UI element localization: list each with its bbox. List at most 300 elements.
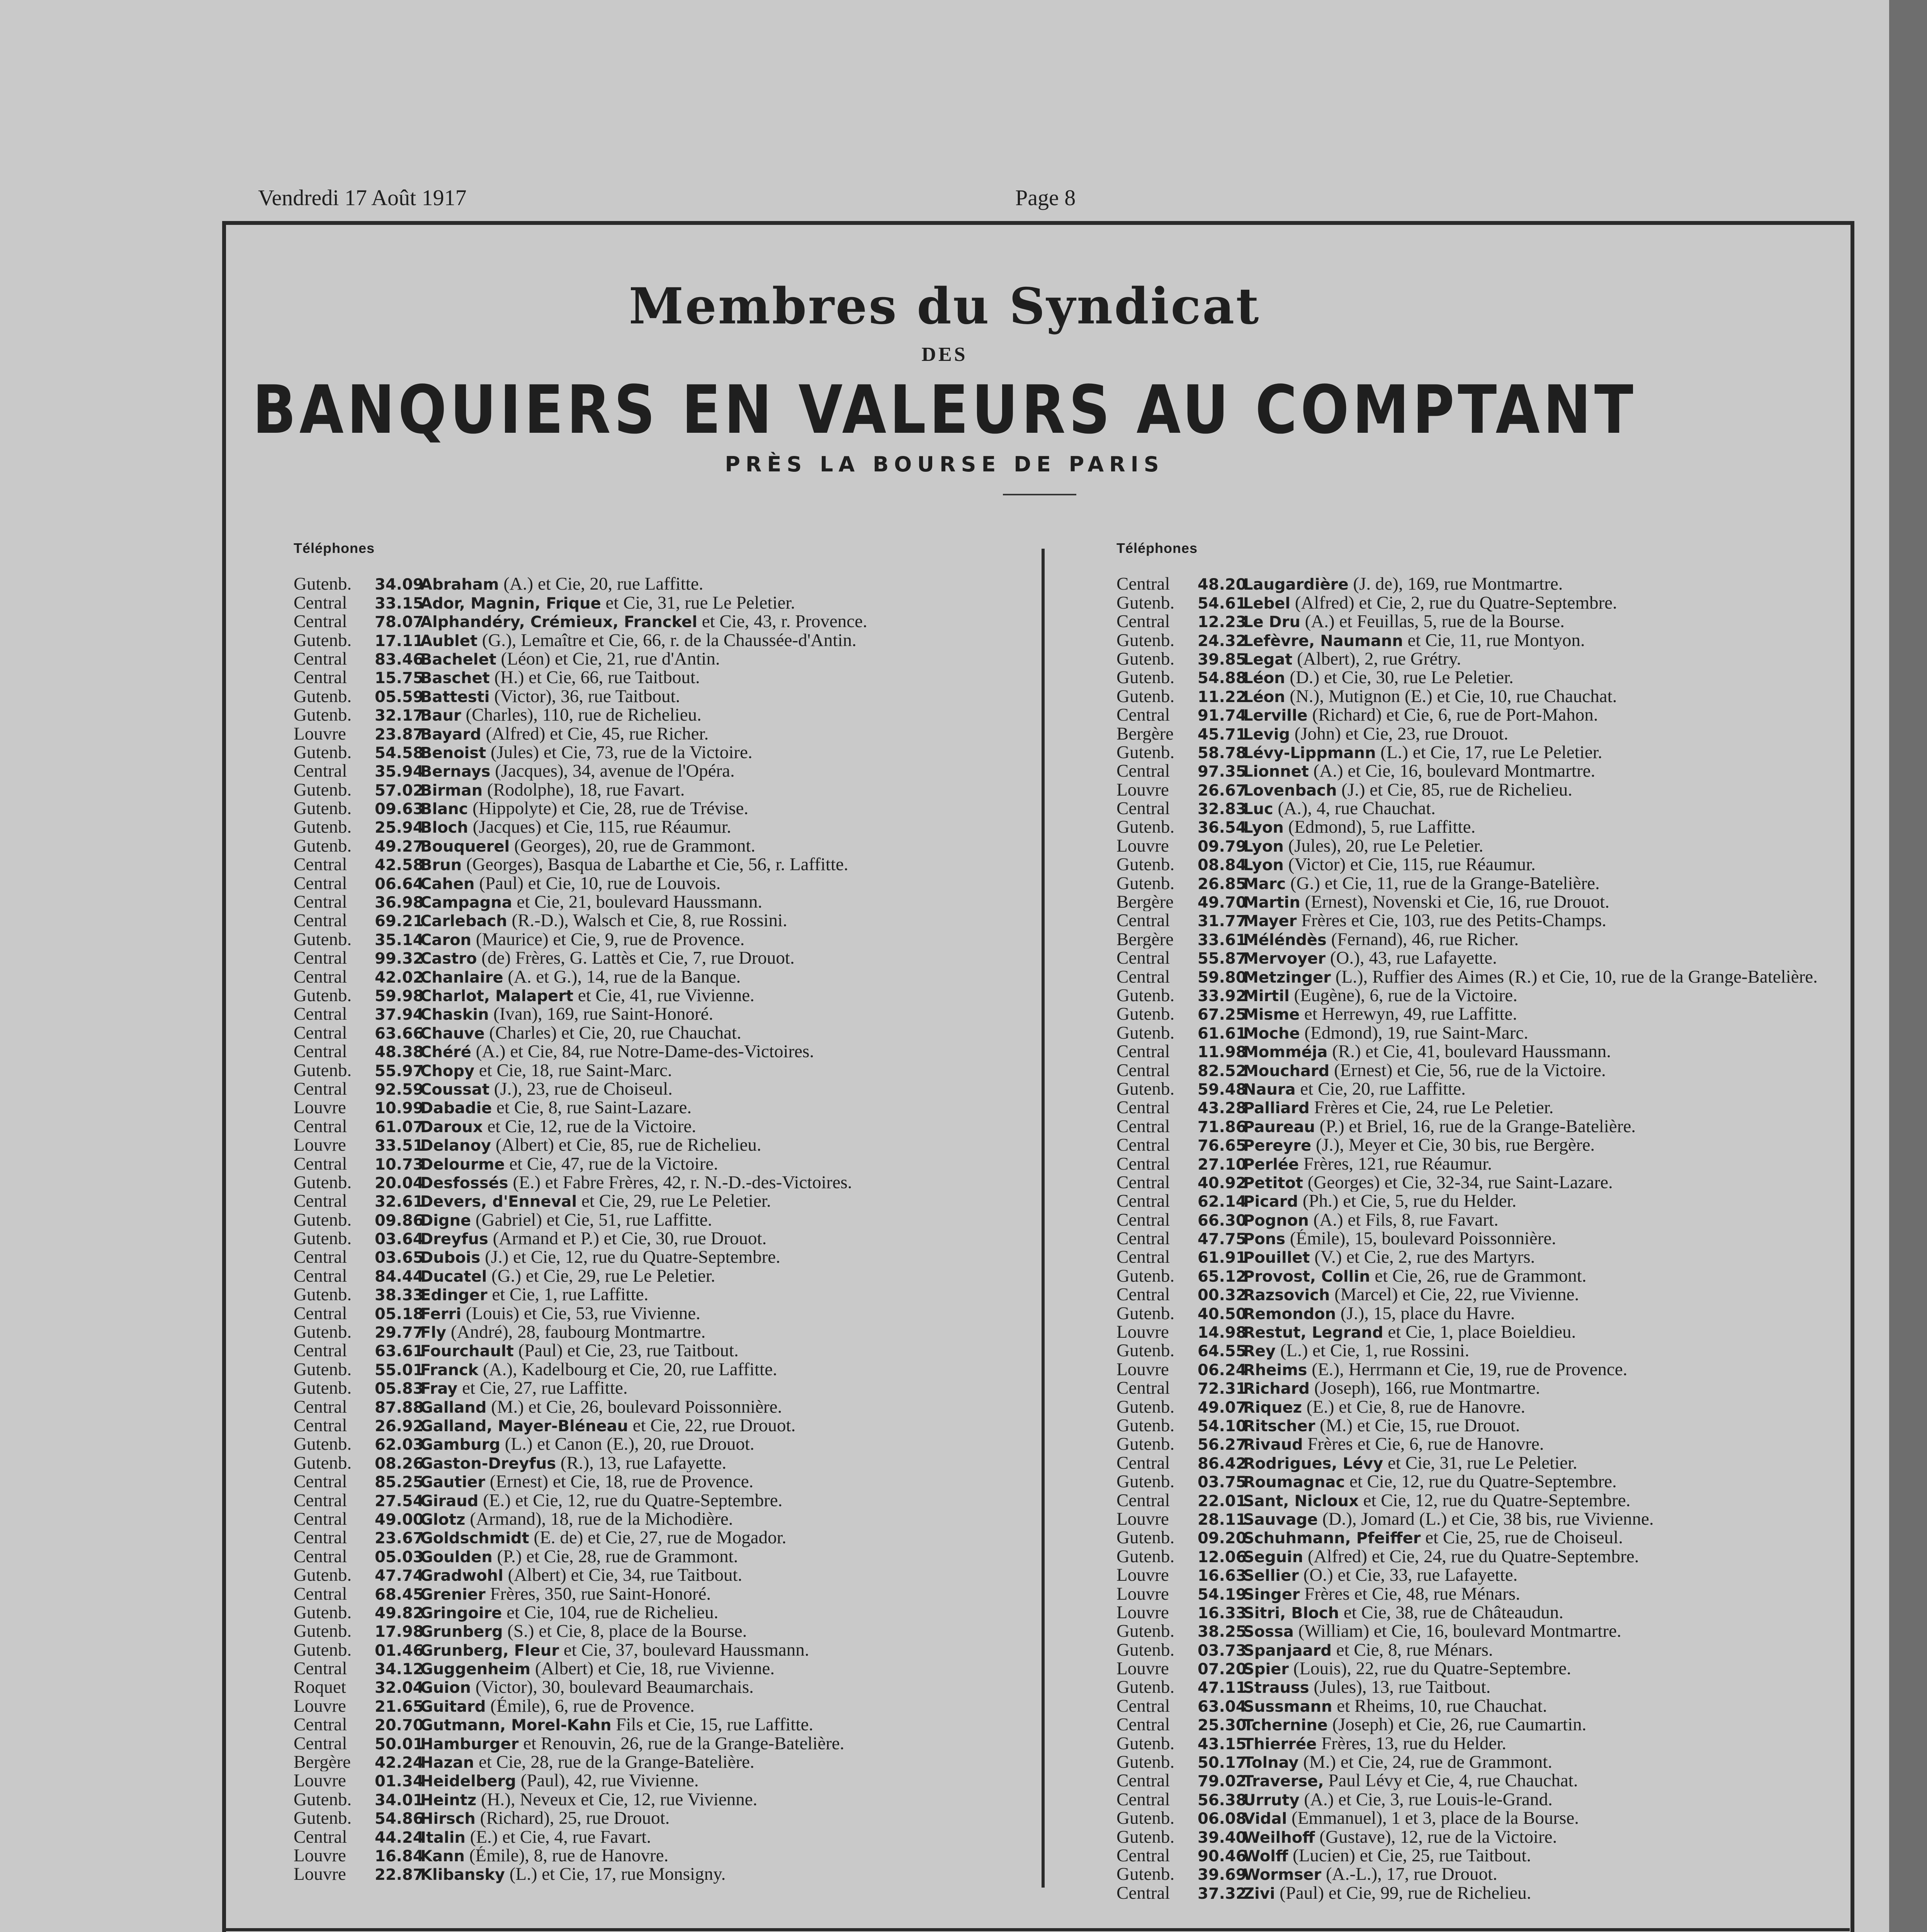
member-name: Wormser bbox=[1243, 1866, 1322, 1884]
member-address: (Edmond), 5, rue Laffitte. bbox=[1283, 818, 1476, 837]
member-phone-number: 08.84 bbox=[1198, 856, 1247, 874]
page-edge-strip bbox=[1889, 0, 1927, 1932]
member-exchange: Louvre bbox=[294, 1771, 346, 1790]
member-name: Cahen bbox=[420, 875, 475, 893]
member-row bbox=[1116, 874, 1818, 893]
member-address: (Émile), 8, rue de Hanovre. bbox=[464, 1846, 669, 1865]
member-address: (H.) et Cie, 66, rue Taitbout. bbox=[489, 668, 700, 687]
member-phone-number: 34.09 bbox=[375, 576, 424, 594]
member-name: Misme bbox=[1243, 1006, 1300, 1024]
member-row bbox=[1116, 1341, 1818, 1360]
member-address: et Cie, 27, rue Laffitte. bbox=[457, 1379, 628, 1398]
member-row bbox=[1116, 781, 1818, 799]
member-exchange: Central bbox=[1116, 1248, 1170, 1267]
member-exchange: Gutenb. bbox=[1116, 1266, 1175, 1286]
member-exchange: Gutenb. bbox=[294, 1323, 352, 1342]
member-row bbox=[294, 1435, 867, 1453]
member-name: Castro bbox=[420, 950, 477, 968]
member-phone-number: 54.88 bbox=[1198, 669, 1247, 687]
member-name: Mouchard bbox=[1243, 1062, 1330, 1080]
member-row bbox=[1116, 1566, 1818, 1584]
member-phone-number: 01.46 bbox=[375, 1641, 424, 1660]
member-address: (Edmond), 19, rue Saint-Marc. bbox=[1300, 1023, 1528, 1043]
member-row bbox=[1116, 1304, 1818, 1323]
member-phone-number: 72.31 bbox=[1198, 1380, 1247, 1398]
member-exchange: Central bbox=[294, 1042, 347, 1061]
member-address: (J.), 23, rue de Choiseul. bbox=[489, 1079, 673, 1099]
member-name: Carlebach bbox=[420, 912, 507, 930]
member-phone-number: 49.07 bbox=[1198, 1398, 1247, 1416]
member-name: Zivi bbox=[1243, 1884, 1275, 1903]
member-row bbox=[1116, 855, 1818, 874]
member-exchange: Louvre bbox=[294, 1846, 346, 1865]
member-address: et Cie, 29, rue Le Peletier. bbox=[577, 1192, 771, 1211]
member-phone-number: 32.61 bbox=[375, 1193, 424, 1211]
member-exchange: Central bbox=[294, 1154, 347, 1173]
member-phone-number: 43.28 bbox=[1198, 1099, 1247, 1117]
member-phone-number: 25.30 bbox=[1198, 1716, 1247, 1734]
member-exchange: Gutenb. bbox=[1116, 855, 1175, 874]
member-phone-number: 47.11 bbox=[1198, 1679, 1247, 1697]
member-name: Hamburger bbox=[420, 1735, 519, 1753]
member-name: Bachelet bbox=[420, 650, 496, 668]
member-name: Ador, Magnin, Frique bbox=[420, 594, 601, 612]
member-exchange: Bergère bbox=[1116, 893, 1174, 912]
member-phone-number: 57.02 bbox=[375, 781, 424, 799]
member-address: (J.) et Cie, 12, rue du Quatre-Septembre. bbox=[480, 1248, 780, 1267]
member-exchange: Central bbox=[1116, 1192, 1170, 1211]
member-row bbox=[1116, 968, 1818, 986]
member-address: (Émile), 15, boulevard Poissonnière. bbox=[1285, 1229, 1557, 1248]
member-row bbox=[294, 743, 867, 762]
member-name: Heidelberg bbox=[420, 1772, 516, 1790]
member-address: (A.) et Cie, 20, rue Laffitte. bbox=[499, 575, 704, 594]
member-row bbox=[294, 1248, 867, 1266]
member-exchange: Central bbox=[1116, 1883, 1170, 1903]
member-address: et Cie, 12, rue du Quatre-Septembre. bbox=[1345, 1472, 1617, 1491]
member-name: Mayer bbox=[1243, 912, 1297, 930]
member-phone-number: 28.11 bbox=[1198, 1510, 1247, 1529]
member-phone-number: 59.80 bbox=[1198, 968, 1247, 986]
member-address: (Léon) et Cie, 21, rue d'Antin. bbox=[496, 649, 720, 668]
member-address: et Herrewyn, 49, rue Laffitte. bbox=[1300, 1005, 1517, 1024]
member-row bbox=[294, 1715, 867, 1734]
member-name: Ferri bbox=[420, 1305, 461, 1323]
member-exchange: Louvre bbox=[1116, 1566, 1169, 1585]
member-name: Devers, d'Enneval bbox=[420, 1193, 577, 1211]
member-address: et Cie, 22, rue Drouot. bbox=[628, 1416, 796, 1435]
member-phone-number: 34.01 bbox=[375, 1791, 424, 1809]
member-name: Pouillet bbox=[1243, 1249, 1310, 1267]
member-address: (R.-D.), Walsch et Cie, 8, rue Rossini. bbox=[507, 911, 787, 930]
member-exchange: Gutenb. bbox=[294, 1285, 352, 1304]
member-address: (Alfred) et Cie, 24, rue du Quatre-Septembre. bbox=[1303, 1547, 1639, 1566]
member-name: Brun bbox=[420, 856, 462, 874]
member-exchange: Central bbox=[1116, 1098, 1170, 1117]
member-address: (Georges) et Cie, 32-34, rue Saint-Lazare. bbox=[1303, 1173, 1613, 1192]
member-address: et Cie, 41, rue Vivienne. bbox=[573, 986, 754, 1005]
member-name: Mervoyer bbox=[1243, 950, 1326, 968]
member-phone-number: 56.38 bbox=[1198, 1791, 1247, 1809]
member-phone-number: 12.06 bbox=[1198, 1548, 1247, 1566]
member-address: (E.) et Cie, 12, rue du Quatre-Septembre. bbox=[478, 1491, 783, 1510]
member-name: Benoist bbox=[420, 744, 486, 762]
member-row bbox=[294, 1734, 867, 1753]
member-row bbox=[294, 1547, 867, 1566]
member-address: (Ernest) et Cie, 18, rue de Provence. bbox=[485, 1472, 754, 1491]
member-name: Gamburg bbox=[420, 1436, 500, 1454]
member-address: (Alfred) et Cie, 45, rue Richer. bbox=[481, 724, 709, 743]
member-name: Marc bbox=[1243, 875, 1286, 893]
member-phone-number: 49.27 bbox=[375, 837, 424, 855]
member-address: (S.) et Cie, 8, place de la Bourse. bbox=[503, 1622, 747, 1641]
member-exchange: Central bbox=[294, 1528, 347, 1547]
member-row bbox=[294, 1771, 867, 1790]
member-phone-number: 09.86 bbox=[375, 1211, 424, 1230]
member-row bbox=[1116, 837, 1818, 855]
member-phone-number: 09.63 bbox=[375, 800, 424, 818]
member-phone-number: 26.85 bbox=[1198, 875, 1247, 893]
member-name: Lévy-Lippmann bbox=[1243, 744, 1376, 762]
member-address: (Paul), 42, rue Vivienne. bbox=[516, 1771, 699, 1790]
member-name: Le Dru bbox=[1243, 613, 1300, 631]
member-phone-number: 69.21 bbox=[375, 912, 424, 930]
member-address: (L.) et Cie, 17, rue Monsigny. bbox=[505, 1865, 726, 1884]
member-name: Lyon bbox=[1243, 837, 1284, 855]
member-exchange: Central bbox=[1116, 1136, 1170, 1155]
member-exchange: Gutenb. bbox=[294, 687, 352, 706]
member-name: Lyon bbox=[1243, 819, 1284, 837]
divider bbox=[225, 1928, 1850, 1931]
member-name: Tchernine bbox=[1243, 1716, 1328, 1734]
member-phone-number: 90.46 bbox=[1198, 1847, 1247, 1865]
member-phone-number: 62.14 bbox=[1198, 1193, 1247, 1211]
member-address: (G.) et Cie, 29, rue Le Peletier. bbox=[487, 1266, 715, 1286]
member-phone-number: 42.24 bbox=[375, 1754, 424, 1772]
member-exchange: Central bbox=[1116, 1154, 1170, 1173]
member-phone-number: 05.18 bbox=[375, 1305, 424, 1323]
member-exchange: Gutenb. bbox=[1116, 1304, 1175, 1323]
member-phone-number: 55.97 bbox=[375, 1062, 424, 1080]
member-row bbox=[1116, 1771, 1818, 1790]
member-row bbox=[294, 1061, 867, 1080]
member-address: (Fernand), 46, rue Richer. bbox=[1326, 930, 1519, 949]
member-exchange: Gutenb. bbox=[1116, 1753, 1175, 1772]
member-phone-number: 29.77 bbox=[375, 1324, 424, 1342]
member-address: et Cie, 43, r. Provence. bbox=[697, 612, 867, 631]
member-address: (A.), Kadelbourg et Cie, 20, rue Laffitte. bbox=[478, 1360, 777, 1379]
member-name: Naura bbox=[1243, 1080, 1296, 1099]
member-name: Pognon bbox=[1243, 1211, 1309, 1230]
member-exchange: Gutenb. bbox=[294, 1229, 352, 1248]
member-row bbox=[1116, 1379, 1818, 1397]
member-name: Guitard bbox=[420, 1697, 486, 1716]
member-exchange: Gutenb. bbox=[294, 1435, 352, 1454]
member-row bbox=[1116, 1042, 1818, 1061]
member-exchange: Central bbox=[294, 1304, 347, 1323]
member-exchange: Gutenb. bbox=[1116, 1341, 1175, 1360]
member-row bbox=[294, 1566, 867, 1584]
member-phone-number: 16.63 bbox=[1198, 1567, 1247, 1585]
member-phone-number: 55.01 bbox=[375, 1361, 424, 1379]
member-exchange: Gutenb. bbox=[294, 1453, 352, 1473]
member-exchange: Gutenb. bbox=[294, 706, 352, 724]
member-exchange: Central bbox=[294, 1023, 347, 1043]
member-address: (G.), Lemaître et Cie, 66, r. de la Chaussée-d'Antin. bbox=[478, 631, 856, 650]
member-phone-number: 86.42 bbox=[1198, 1454, 1247, 1473]
member-phone-number: 32.17 bbox=[375, 707, 424, 724]
member-row bbox=[1116, 762, 1818, 780]
member-phone-number: 23.87 bbox=[375, 725, 424, 743]
member-exchange: Gutenb. bbox=[294, 1173, 352, 1192]
member-exchange: Gutenb. bbox=[294, 836, 352, 855]
member-name: Alphandéry, Crémieux, Franckel bbox=[420, 613, 697, 631]
member-phone-number: 37.32 bbox=[1198, 1884, 1247, 1903]
member-name: Desfossés bbox=[420, 1174, 508, 1192]
member-phone-number: 15.75 bbox=[375, 669, 424, 687]
member-row bbox=[1116, 1641, 1818, 1659]
member-name: Spier bbox=[1243, 1660, 1289, 1678]
member-row bbox=[294, 1585, 867, 1603]
member-name: Restut, Legrand bbox=[1243, 1324, 1383, 1342]
member-name: Bernays bbox=[420, 763, 491, 781]
member-address: (Georges), 20, rue de Grammont. bbox=[510, 836, 756, 855]
member-name: Rey bbox=[1243, 1342, 1276, 1360]
member-phone-number: 87.88 bbox=[375, 1398, 424, 1416]
member-phone-number: 39.69 bbox=[1198, 1866, 1247, 1884]
member-row bbox=[1116, 1828, 1818, 1846]
member-address: (Jules), 13, rue Taitbout. bbox=[1309, 1678, 1491, 1697]
member-row bbox=[294, 1341, 867, 1360]
member-exchange: Gutenb. bbox=[294, 1379, 352, 1398]
member-name: Palliard bbox=[1243, 1099, 1310, 1117]
member-name: Luc bbox=[1243, 800, 1273, 818]
member-address: et Renouvin, 26, rue de la Grange-Batelière. bbox=[518, 1734, 845, 1753]
member-row bbox=[1116, 1846, 1818, 1865]
member-name: Gaston-Dreyfus bbox=[420, 1454, 556, 1473]
member-address: (M.) et Cie, 24, rue de Grammont. bbox=[1298, 1753, 1553, 1772]
member-exchange: Central bbox=[1116, 1173, 1170, 1192]
member-address: (Paul) et Cie, 99, rue de Richelieu. bbox=[1275, 1883, 1531, 1903]
member-exchange: Louvre bbox=[1116, 1603, 1169, 1622]
member-phone-number: 40.50 bbox=[1198, 1305, 1247, 1323]
member-address: et Cie, 20, rue Laffitte. bbox=[1295, 1079, 1466, 1099]
member-address: (Paul) et Cie, 23, rue Taitbout. bbox=[513, 1341, 739, 1360]
member-address: (Ph.) et Cie, 5, rue du Helder. bbox=[1298, 1192, 1517, 1211]
member-exchange: Central bbox=[294, 1547, 347, 1566]
member-name: Ducatel bbox=[420, 1267, 487, 1286]
member-name: Sellier bbox=[1243, 1567, 1299, 1585]
member-exchange: Louvre bbox=[294, 1696, 346, 1716]
member-exchange: Central bbox=[294, 893, 347, 912]
member-row bbox=[294, 1846, 867, 1865]
member-exchange: Gutenb. bbox=[1116, 743, 1175, 762]
member-name: Pereyre bbox=[1243, 1137, 1312, 1155]
member-name: Paureau bbox=[1243, 1118, 1315, 1136]
member-phone-number: 33.92 bbox=[1198, 987, 1247, 1005]
member-row bbox=[1116, 1790, 1818, 1809]
member-name: Chanlaire bbox=[420, 968, 503, 986]
member-exchange: Gutenb. bbox=[1116, 874, 1175, 893]
member-row bbox=[294, 1697, 867, 1715]
member-exchange: Central bbox=[1116, 1790, 1170, 1809]
member-exchange: Central bbox=[1116, 612, 1170, 631]
member-phone-number: 31.77 bbox=[1198, 912, 1247, 930]
title-main: BANQUIERS EN VALEURS AU COMPTANT bbox=[252, 371, 1637, 449]
member-name: Schuhmann, Pfeiffer bbox=[1243, 1529, 1421, 1547]
member-address: (L.) et Cie, 17, rue Le Peletier. bbox=[1376, 743, 1602, 762]
member-exchange: Louvre bbox=[1116, 1323, 1169, 1342]
member-address: et Cie, 104, rue de Richelieu. bbox=[502, 1603, 719, 1622]
member-phone-number: 05.03 bbox=[375, 1548, 424, 1566]
member-phone-number: 63.04 bbox=[1198, 1697, 1247, 1716]
member-exchange: Gutenb. bbox=[294, 930, 352, 949]
member-row bbox=[294, 687, 867, 706]
member-exchange: Central bbox=[1116, 1771, 1170, 1790]
member-phone-number: 49.00 bbox=[375, 1510, 424, 1529]
member-name: Perlée bbox=[1243, 1155, 1299, 1173]
member-address: (Rodolphe), 18, rue Favart. bbox=[483, 780, 685, 799]
member-row bbox=[1116, 949, 1818, 967]
member-name: Klibansky bbox=[420, 1866, 505, 1884]
member-exchange: Central bbox=[1116, 1117, 1170, 1136]
member-address: (L.) et Canon (E.), 20, rue Drouot. bbox=[500, 1435, 754, 1454]
member-name: Lefèvre, Naumann bbox=[1243, 632, 1403, 650]
member-phone-number: 47.74 bbox=[375, 1567, 424, 1585]
member-row bbox=[294, 1024, 867, 1042]
member-name: Chéré bbox=[420, 1043, 471, 1061]
member-address: et Cie, 8, rue Ménars. bbox=[1331, 1640, 1493, 1660]
member-name: Delourme bbox=[420, 1155, 505, 1173]
member-exchange: Gutenb. bbox=[1116, 1023, 1175, 1043]
member-phone-number: 78.07 bbox=[375, 613, 424, 631]
member-row bbox=[1116, 1024, 1818, 1042]
member-row bbox=[294, 949, 867, 967]
member-address: (A.), 4, rue Chauchat. bbox=[1273, 799, 1436, 818]
member-address: (William) et Cie, 16, boulevard Montmartre. bbox=[1293, 1622, 1621, 1641]
member-row bbox=[1116, 818, 1818, 836]
member-exchange: Gutenb. bbox=[1116, 649, 1175, 668]
member-row bbox=[294, 1809, 867, 1827]
member-row bbox=[294, 1379, 867, 1397]
member-exchange: Central bbox=[294, 1491, 347, 1510]
member-row bbox=[294, 1678, 867, 1696]
member-phone-number: 65.12 bbox=[1198, 1267, 1247, 1286]
member-name: Battesti bbox=[420, 688, 490, 706]
member-phone-number: 68.45 bbox=[375, 1585, 424, 1603]
member-phone-number: 49.82 bbox=[375, 1604, 424, 1622]
member-phone-number: 17.98 bbox=[375, 1623, 424, 1641]
member-address: (Victor) et Cie, 115, rue Réaumur. bbox=[1283, 855, 1536, 874]
member-exchange: Gutenb. bbox=[1116, 1079, 1175, 1099]
member-exchange: Gutenb. bbox=[294, 1603, 352, 1622]
member-address: (Lucien) et Cie, 25, rue Taitbout. bbox=[1288, 1846, 1531, 1865]
member-row bbox=[294, 986, 867, 1005]
member-name: Abraham bbox=[420, 576, 499, 594]
member-exchange: Gutenb. bbox=[294, 575, 352, 594]
member-address: (Joseph), 166, rue Montmartre. bbox=[1310, 1379, 1540, 1398]
member-exchange: Gutenb. bbox=[1116, 1827, 1175, 1846]
member-phone-number: 99.32 bbox=[375, 950, 424, 968]
member-exchange: Gutenb. bbox=[294, 780, 352, 799]
member-phone-number: 06.24 bbox=[1198, 1361, 1247, 1379]
member-exchange: Central bbox=[294, 1397, 347, 1416]
member-address: (Alfred) et Cie, 2, rue du Quatre-Septembre. bbox=[1290, 593, 1617, 612]
member-exchange: Central bbox=[294, 762, 347, 781]
member-phone-number: 45.71 bbox=[1198, 725, 1247, 743]
member-row bbox=[1116, 1285, 1818, 1304]
member-address: et Cie, 21, boulevard Haussmann. bbox=[512, 893, 763, 912]
member-exchange: Central bbox=[1116, 1042, 1170, 1061]
member-row bbox=[1116, 668, 1818, 687]
member-address: (N.), Mutignon (E.) et Cie, 10, rue Chauchat. bbox=[1285, 687, 1617, 706]
member-phone-number: 35.94 bbox=[375, 763, 424, 781]
member-row bbox=[1116, 1005, 1818, 1023]
member-address: (D.), Jomard (L.) et Cie, 38 bis, rue Vivienne. bbox=[1318, 1509, 1654, 1529]
member-phone-number: 64.55 bbox=[1198, 1342, 1247, 1360]
member-row bbox=[1116, 1192, 1818, 1210]
member-address: (Jules), 20, rue Le Peletier. bbox=[1283, 836, 1483, 855]
member-row bbox=[1116, 799, 1818, 818]
member-name: Goldschmidt bbox=[420, 1529, 529, 1547]
member-phone-number: 55.87 bbox=[1198, 950, 1247, 968]
member-name: Baschet bbox=[420, 669, 490, 687]
member-name: Grunberg bbox=[420, 1623, 503, 1641]
member-name: Pons bbox=[1243, 1230, 1286, 1248]
member-exchange: Gutenb. bbox=[294, 799, 352, 818]
member-address: (A.) et Cie, 16, boulevard Montmartre. bbox=[1308, 762, 1596, 781]
member-phone-number: 63.66 bbox=[375, 1024, 424, 1043]
member-name: Bayard bbox=[420, 725, 481, 743]
member-row bbox=[1116, 724, 1818, 743]
member-address: (H.), Neveux et Cie, 12, rue Vivienne. bbox=[476, 1790, 758, 1809]
member-name: Baur bbox=[420, 707, 461, 724]
member-row bbox=[1116, 1753, 1818, 1771]
member-row bbox=[294, 837, 867, 855]
member-phone-number: 25.94 bbox=[375, 819, 424, 837]
member-name: Blanc bbox=[420, 800, 468, 818]
member-exchange: Central bbox=[294, 1192, 347, 1211]
member-row bbox=[1116, 1117, 1818, 1136]
member-address: (A.) et Cie, 3, rue Louis-le-Grand. bbox=[1299, 1790, 1553, 1809]
member-phone-number: 20.04 bbox=[375, 1174, 424, 1192]
member-name: Guggenheim bbox=[420, 1660, 531, 1678]
member-name: Birman bbox=[420, 781, 483, 799]
member-name: Fly bbox=[420, 1324, 447, 1342]
member-phone-number: 16.33 bbox=[1198, 1604, 1247, 1622]
member-exchange: Central bbox=[294, 1659, 347, 1678]
member-name: Tolnay bbox=[1243, 1754, 1299, 1772]
member-address: (E.) et Cie, 4, rue Favart. bbox=[465, 1827, 651, 1846]
member-address: et Cie, 25, rue de Choiseul. bbox=[1421, 1528, 1623, 1547]
member-address: (J. de), 169, rue Montmartre. bbox=[1348, 575, 1563, 594]
member-name: Giraud bbox=[420, 1492, 479, 1510]
member-name: Delanoy bbox=[420, 1137, 491, 1155]
member-address: et Cie, 31, rue Le Peletier. bbox=[1383, 1453, 1577, 1473]
member-phone-number: 61.91 bbox=[1198, 1249, 1247, 1267]
member-address: Frères et Cie, 48, rue Ménars. bbox=[1300, 1584, 1520, 1603]
member-exchange: Central bbox=[294, 1827, 347, 1846]
member-name: Italin bbox=[420, 1828, 466, 1846]
member-phone-number: 50.17 bbox=[1198, 1754, 1247, 1772]
member-row bbox=[1116, 1098, 1818, 1117]
member-name: Coussat bbox=[420, 1080, 490, 1099]
member-name: Edinger bbox=[420, 1286, 488, 1304]
member-exchange: Gutenb. bbox=[1116, 1416, 1175, 1435]
member-exchange: Central bbox=[1116, 1715, 1170, 1734]
member-address: (de) Frères, G. Lattès et Cie, 7, rue Drouot. bbox=[477, 949, 795, 968]
member-row bbox=[1116, 706, 1818, 724]
